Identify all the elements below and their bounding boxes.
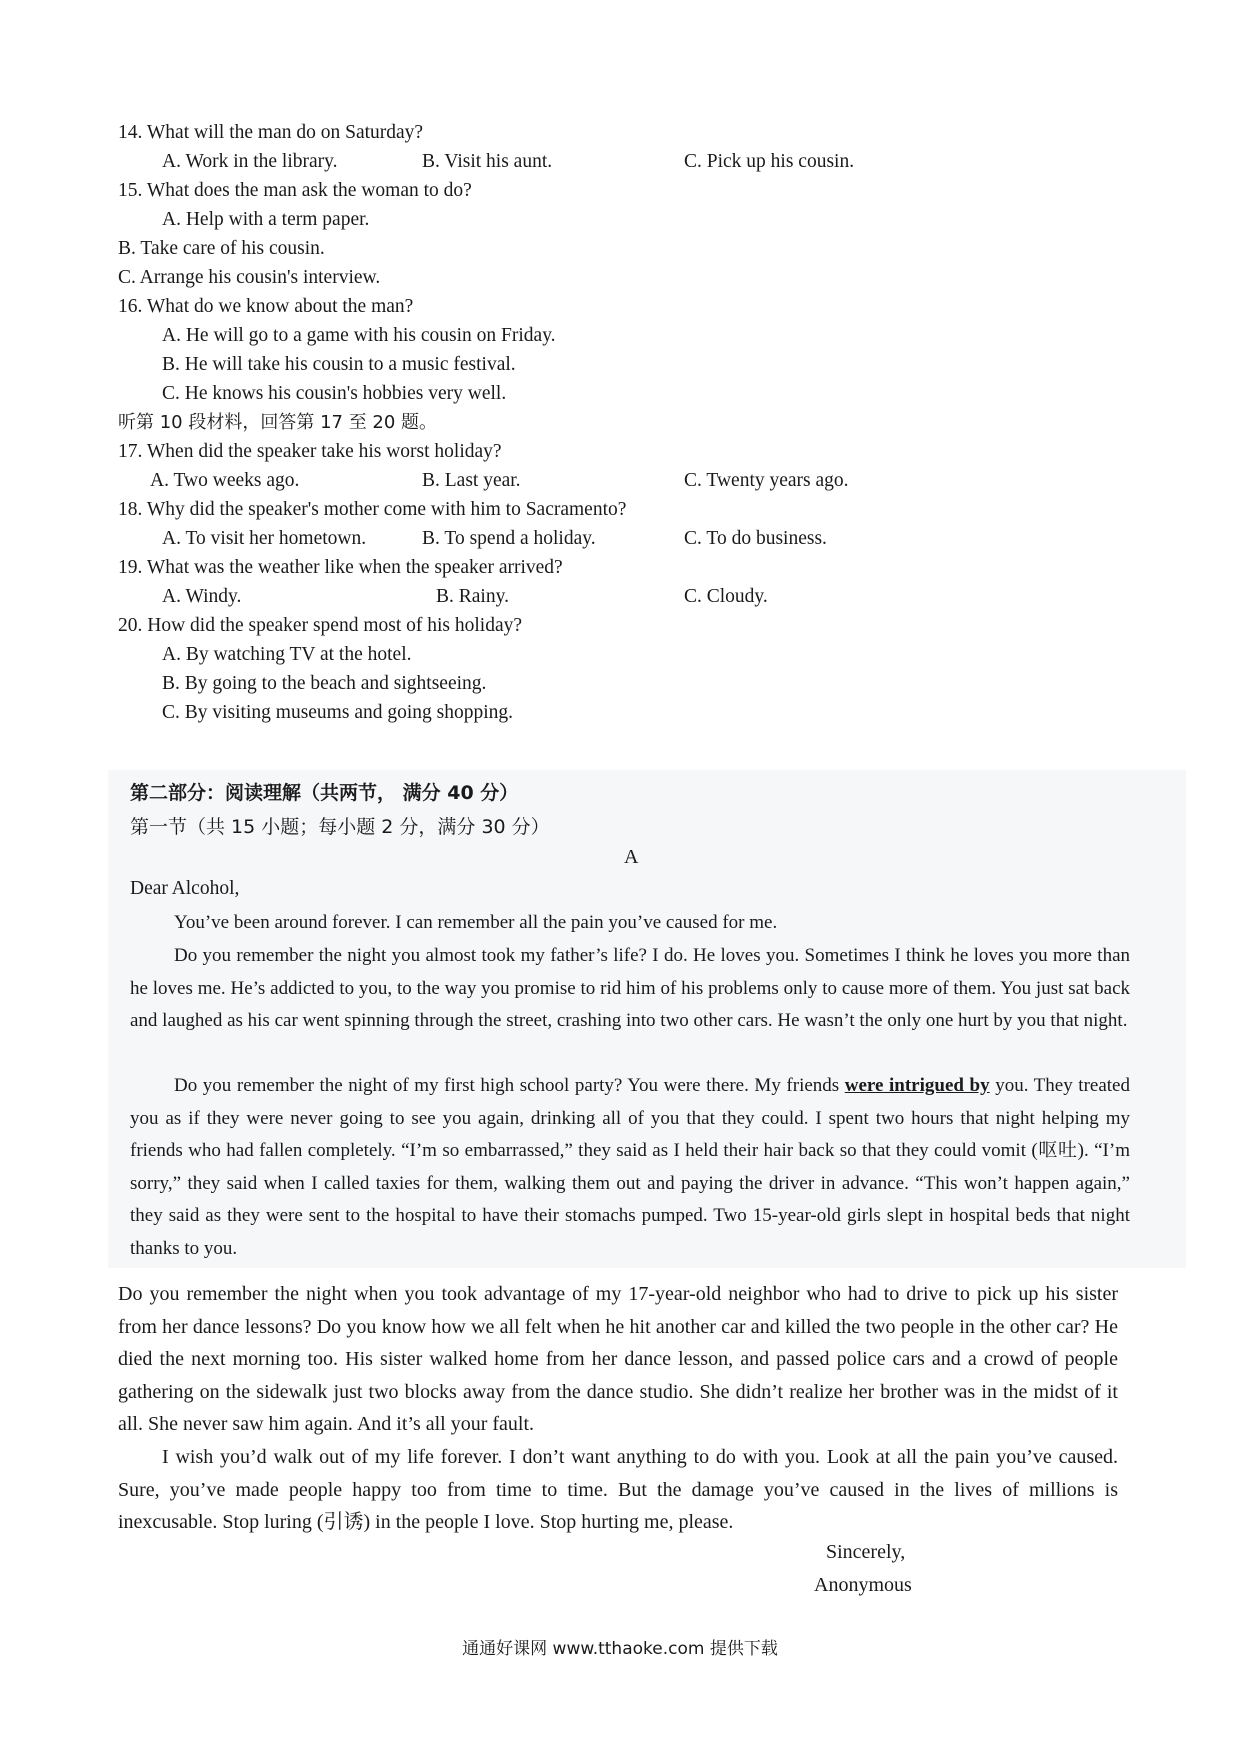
page-footer: 通通好课网 www.tthaoke.com 提供下载	[462, 1639, 778, 1659]
q17-option-b: B. Last year.	[422, 470, 521, 491]
paragraph-1	[130, 907, 1130, 940]
paragraph-3	[130, 1070, 1130, 1265]
question-18: 18. Why did the speaker's mother come with him to Sacramento?	[118, 499, 627, 520]
question-17: 17. When did the speaker take his worst holiday?	[118, 441, 502, 462]
letter-greeting: Dear Alcohol,	[130, 878, 240, 899]
q14-option-b: B. Visit his aunt.	[422, 151, 553, 172]
q15-option-c: C. Arrange his cousin's interview.	[118, 267, 381, 288]
q16-option-a: A. He will go to a game with his cousin on Friday.	[162, 325, 556, 346]
question-16: 16. What do we know about the man?	[118, 296, 414, 317]
section-title: 第二部分：阅读理解（共两节， 满分 40 分）	[130, 782, 519, 804]
section-subtitle: 第一节（共 15 小题；每小题 2 分，满分 30 分）	[130, 816, 550, 838]
paragraph-2-text: Do you remember the night you almost took my father’s life? I do. He loves you. Sometimes I think he loves you more than he loves me. He’s addicted to you, to the way you promise to rid him of his problems only to cause more of them. You just sat back and laughed as his car went spinning through the street, crashing into two other cars. He wasn’t the only one hurt by you that night.	[130, 945, 1130, 1031]
paragraph-4: Do you remember the night when you took advantage of my 17-year-old neighbor who had to drive to pick up his sister from her dance lessons? Do you know how we all felt when he hit another car and killed the two people in the other car? He died the next morning too. His sister walked home from her dance lesson, and passed police cars and a crowd of people gathering on the sidewalk just two blocks away from the dance studio. She didn’t realize her brother was in the midst of it all. She never saw him again. And it’s all your fault.	[118, 1283, 1118, 1435]
q14-option-a: A. Work in the library.	[162, 151, 338, 172]
q16-option-b: B. He will take his cousin to a music festival.	[162, 354, 516, 375]
q20-option-c: C. By visiting museums and going shopping.	[162, 702, 514, 723]
q18-option-b: B. To spend a holiday.	[422, 528, 596, 549]
closing: Sincerely,	[826, 1541, 906, 1563]
q19-option-a: A. Windy.	[162, 586, 242, 607]
q17-option-c: C. Twenty years ago.	[684, 470, 849, 491]
paragraph-2	[130, 940, 1130, 1038]
signature: Anonymous	[814, 1574, 912, 1596]
listening-instruction: 听第 10 段材料，回答第 17 至 20 题。	[118, 412, 438, 433]
q19-option-b: B. Rainy.	[436, 586, 509, 607]
q18-option-a: A. To visit her hometown.	[162, 528, 367, 549]
q20-option-b: B. By going to the beach and sightseeing.	[162, 673, 487, 694]
q14-option-c: C. Pick up his cousin.	[684, 151, 855, 172]
question-15: 15. What does the man ask the woman to do?	[118, 180, 472, 201]
question-20: 20. How did the speaker spend most of his holiday?	[118, 615, 523, 636]
q15-option-a: A. Help with a term paper.	[162, 209, 370, 230]
q17-option-a: A. Two weeks ago.	[150, 470, 300, 491]
question-14: 14. What will the man do on Saturday?	[118, 122, 424, 143]
q19-option-c: C. Cloudy.	[684, 586, 768, 607]
paragraph-5	[118, 1441, 1118, 1539]
passage-letter: A	[624, 846, 639, 868]
question-19: 19. What was the weather like when the speaker arrived?	[118, 557, 563, 578]
paragraph-5-text: I wish you’d walk out of my life forever. I don’t want anything to do with you. Look at all the pain you’ve caused. Sure, you’ve made people happy too from time to time. But the damage you’ve caused in the lives of millions is inexcusable. Stop luring (引诱) in the people I love. Stop hurting me, please.	[118, 1446, 1118, 1533]
paragraph-3-text-after: you. They treated you as if they were never going to see you again, drinking all of you that they could. I spent two hours that night helping my friends who had fallen completely. “I’m so embarrassed,” they said as I held their hair back so that they could vomit (呕吐). “I’m sorry,” they said when I called taxies for them, walking them out and paying the driver in advance. “This won’t happen again,” they said as they were sent to the hospital to have their stomachs pumped. Two 15-year-old girls slept in hospital beds that night thanks to you.	[130, 1075, 1130, 1259]
underlined-phrase: were intrigued by	[844, 1075, 990, 1096]
q20-option-a: A. By watching TV at the hotel.	[162, 644, 412, 665]
q18-option-c: C. To do business.	[684, 528, 827, 549]
paragraph-1-text: You’ve been around forever. I can remember all the pain you’ve caused for me.	[174, 912, 778, 933]
paragraph-3-text-before: Do you remember the night of my first high school party? You were there. My friends	[174, 1075, 845, 1096]
q15-option-b: B. Take care of his cousin.	[118, 238, 325, 259]
q16-option-c: C. He knows his cousin's hobbies very well.	[162, 383, 507, 404]
